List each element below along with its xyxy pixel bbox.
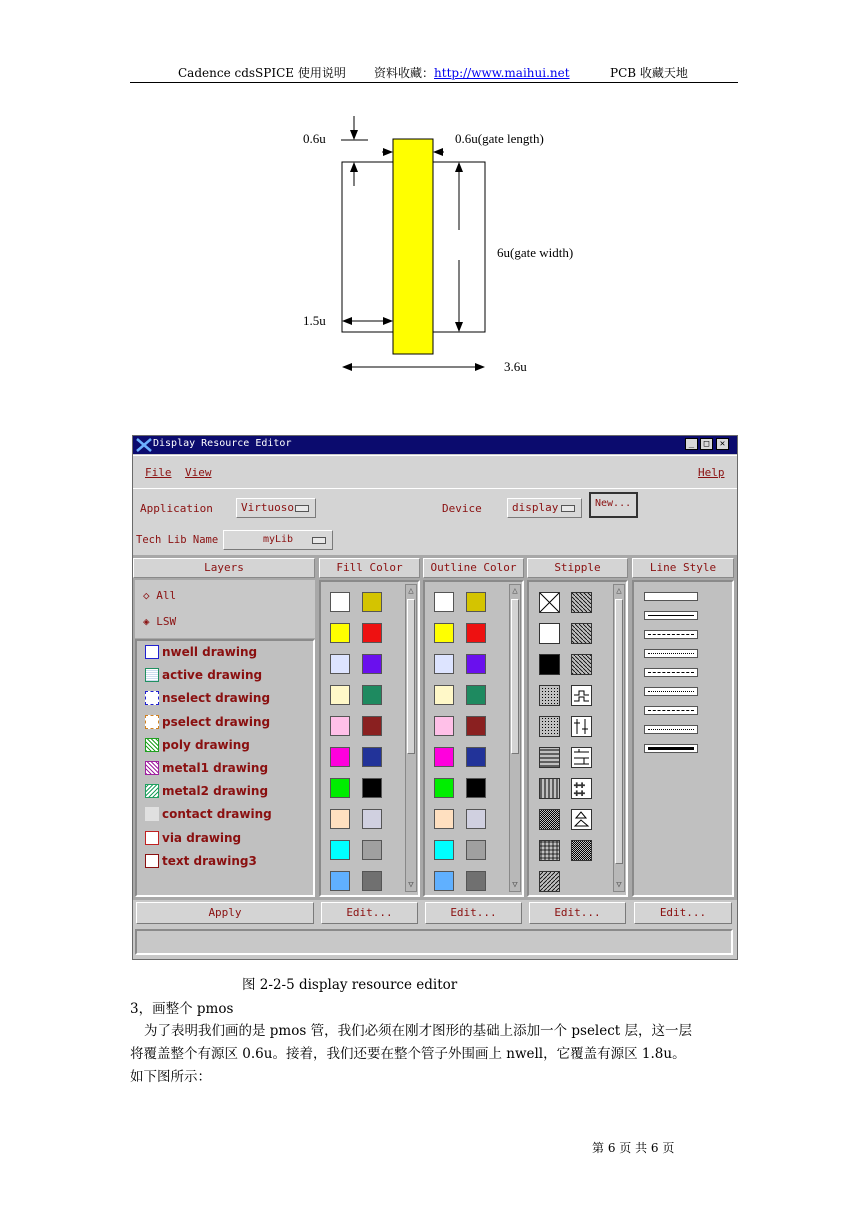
layer-label: nselect drawing <box>162 691 271 706</box>
layer-swatch-icon <box>145 761 159 775</box>
color-swatch[interactable] <box>466 654 486 674</box>
color-swatch[interactable] <box>330 871 350 891</box>
layer-label: metal2 drawing <box>162 784 269 799</box>
stipple-scrollbar[interactable] <box>613 584 625 892</box>
label-gate-width: 6u(gate width) <box>497 245 574 260</box>
header-left: Cadence cdsSPICE 使用说明 <box>178 66 346 80</box>
layer-swatch-icon <box>145 784 159 798</box>
column-layers: Layers <box>133 558 315 578</box>
label-gate-length: 0.6u(gate length) <box>455 131 544 146</box>
layer-item[interactable] <box>145 831 241 849</box>
svg-text:++: ++ <box>574 781 585 791</box>
color-swatch[interactable] <box>362 592 382 612</box>
layer-list <box>135 639 315 897</box>
layer-item[interactable] <box>145 761 268 779</box>
line-style-1[interactable] <box>644 592 698 601</box>
gate-dimension-diagram <box>0 110 868 390</box>
scroll-up-icon[interactable]: △ <box>616 586 622 596</box>
color-swatch[interactable] <box>362 778 382 798</box>
gate-rect <box>393 139 433 354</box>
color-swatch[interactable] <box>330 685 350 705</box>
color-swatch[interactable] <box>434 747 454 767</box>
color-swatch[interactable] <box>330 778 350 798</box>
color-swatch[interactable] <box>362 623 382 643</box>
column-fill-color: Fill Color <box>319 558 420 578</box>
settings-panel <box>133 488 737 556</box>
color-swatch[interactable] <box>434 654 454 674</box>
page-header <box>130 62 738 83</box>
application-select[interactable] <box>236 498 316 518</box>
color-swatch[interactable] <box>330 654 350 674</box>
line-style-5[interactable] <box>644 668 698 677</box>
layer-item[interactable] <box>145 807 272 825</box>
radio-all-icon: ◇ <box>143 589 150 602</box>
label-total: 3.6u <box>504 359 527 374</box>
scroll-thumb[interactable] <box>407 599 415 754</box>
outline-edit-button[interactable]: Edit... <box>425 902 522 924</box>
color-swatch[interactable] <box>362 871 382 891</box>
close-icon[interactable]: ✕ <box>716 438 729 450</box>
layer-label: pselect drawing <box>162 714 271 729</box>
column-stipple: Stipple <box>527 558 628 578</box>
color-swatch[interactable] <box>434 778 454 798</box>
outline-scrollbar[interactable] <box>509 584 521 892</box>
layer-item[interactable] <box>145 738 250 756</box>
techlib-select[interactable] <box>223 530 333 550</box>
device-label: Device <box>442 502 482 515</box>
layer-label: active drawing <box>162 668 263 683</box>
line-style-3[interactable] <box>644 630 698 639</box>
color-swatch[interactable] <box>330 747 350 767</box>
column-line-style: Line Style <box>632 558 734 578</box>
stipple-panel <box>527 580 628 897</box>
line-style-2[interactable] <box>644 611 698 620</box>
header-right: PCB 收藏天地 <box>610 66 688 80</box>
menu-bar <box>133 455 737 489</box>
color-swatch[interactable] <box>362 840 382 860</box>
radio-lsw[interactable] <box>143 615 176 628</box>
layer-swatch-icon <box>145 668 159 682</box>
techlib-label: Tech Lib Name <box>136 534 219 546</box>
fill-color-panel <box>319 580 420 897</box>
scroll-up-icon[interactable]: △ <box>512 586 518 596</box>
layer-label: metal1 drawing <box>162 761 269 775</box>
scroll-thumb[interactable] <box>615 599 623 864</box>
line-style-6[interactable] <box>644 687 698 696</box>
status-field <box>135 929 733 955</box>
column-outline-color: Outline Color <box>423 558 524 578</box>
header-mid-label: 资料收藏： <box>374 66 435 80</box>
apply-button[interactable]: Apply <box>136 902 314 924</box>
layer-label: contact drawing <box>162 807 272 822</box>
line-style-4[interactable] <box>644 649 698 658</box>
color-swatch[interactable] <box>466 685 486 705</box>
layer-swatch-icon <box>145 645 159 659</box>
title-bar <box>133 436 737 454</box>
layer-item[interactable] <box>145 854 257 872</box>
layer-swatch-icon <box>145 854 159 868</box>
layer-swatch-icon <box>145 715 159 729</box>
scroll-down-icon[interactable]: ▽ <box>408 880 414 890</box>
color-swatch[interactable] <box>466 840 486 860</box>
line-style-9[interactable] <box>644 744 698 753</box>
application-value: Virtuoso <box>241 501 294 514</box>
color-swatch[interactable] <box>330 840 350 860</box>
radio-lsw-icon: ◈ <box>143 615 150 628</box>
line-style-7[interactable] <box>644 706 698 715</box>
techlib-value: myLib <box>262 534 294 545</box>
color-swatch[interactable] <box>434 840 454 860</box>
paragraph-line-2: 将覆盖整个有源区 0.6u。接着，我们还要在整个管子外围画上 nwell，它覆盖有源区 1.8u。 <box>130 1046 686 1062</box>
application-label: Application <box>140 502 213 515</box>
layer-item[interactable] <box>145 691 270 709</box>
x-logo-icon <box>136 438 152 452</box>
color-swatch[interactable] <box>362 685 382 705</box>
paragraph-line-3: 如下图所示： <box>130 1069 211 1085</box>
color-swatch[interactable] <box>466 623 486 643</box>
radio-lsw-label: LSW <box>156 615 177 628</box>
layer-label: nwell drawing <box>162 645 258 659</box>
line-style-panel <box>632 580 734 897</box>
color-swatch[interactable] <box>362 716 382 736</box>
color-swatch[interactable] <box>466 809 486 829</box>
layer-swatch-icon <box>145 738 159 752</box>
window-title: Display Resource Editor <box>153 438 292 449</box>
display-resource-editor-window <box>132 435 738 960</box>
linestyle-edit-button[interactable]: Edit... <box>634 902 732 924</box>
stipple-edit-button[interactable]: Edit... <box>529 902 626 924</box>
header-mid <box>374 64 570 81</box>
layer-item[interactable] <box>145 715 270 733</box>
layer-item[interactable] <box>145 784 268 802</box>
color-swatch[interactable] <box>466 592 486 612</box>
layer-label: text drawing3 <box>162 853 257 868</box>
section-title: 3，画整个 pmos <box>130 1001 234 1017</box>
color-swatch[interactable] <box>330 809 350 829</box>
figure-caption: 图 2-2-5 display resource editor <box>242 977 458 993</box>
paragraph-line-1: 为了表明我们画的是 pmos 管，我们必须在刚才图形的基础上添加一个 pselect 层，这一层 <box>144 1023 693 1039</box>
stipple-patterns <box>539 592 619 897</box>
color-swatch[interactable] <box>434 685 454 705</box>
device-value: display <box>512 501 559 514</box>
radio-all-label: All <box>156 589 177 602</box>
fill-edit-button[interactable]: Edit... <box>321 902 418 924</box>
minimize-icon[interactable]: _ <box>685 438 698 450</box>
menu-view[interactable]: View <box>185 466 212 479</box>
color-swatch[interactable] <box>434 716 454 736</box>
menu-help[interactable]: Help <box>698 466 725 479</box>
outline-color-panel <box>423 580 524 897</box>
layer-filter-panel <box>135 580 315 638</box>
color-swatch[interactable] <box>434 871 454 891</box>
color-swatch[interactable] <box>362 747 382 767</box>
color-swatch[interactable] <box>362 809 382 829</box>
layer-swatch-icon <box>145 691 159 705</box>
color-swatch[interactable] <box>362 654 382 674</box>
color-swatch[interactable] <box>466 778 486 798</box>
scroll-down-icon[interactable]: ▽ <box>512 880 518 890</box>
layer-swatch-icon <box>145 807 159 821</box>
header-link[interactable]: http://www.maihui.net <box>434 66 570 80</box>
scroll-up-icon[interactable]: △ <box>408 586 414 596</box>
new-button[interactable]: New... <box>589 492 638 518</box>
page-footer: 第 6 页 共 6 页 <box>592 1141 675 1155</box>
label-top-offset: 0.6u <box>303 131 326 146</box>
layer-item[interactable] <box>145 668 262 686</box>
fill-scrollbar[interactable] <box>405 584 417 892</box>
menu-file[interactable]: File <box>145 466 172 479</box>
color-swatch[interactable] <box>466 716 486 736</box>
color-swatch[interactable] <box>434 592 454 612</box>
color-swatch[interactable] <box>330 623 350 643</box>
color-swatch[interactable] <box>330 716 350 736</box>
color-swatch[interactable] <box>330 592 350 612</box>
svg-text:++: ++ <box>574 789 585 799</box>
device-select[interactable] <box>507 498 582 518</box>
line-style-8[interactable] <box>644 725 698 734</box>
layer-swatch-icon <box>145 831 159 845</box>
layer-item[interactable] <box>145 645 257 663</box>
color-swatch[interactable] <box>434 809 454 829</box>
color-swatch[interactable] <box>466 747 486 767</box>
scroll-down-icon[interactable]: ▽ <box>616 880 622 890</box>
scroll-thumb[interactable] <box>511 599 519 754</box>
color-swatch[interactable] <box>466 871 486 891</box>
maximize-icon[interactable]: □ <box>700 438 713 450</box>
layer-label: poly drawing <box>162 737 250 752</box>
color-swatch[interactable] <box>434 623 454 643</box>
layer-label: via drawing <box>162 830 242 845</box>
radio-all[interactable] <box>143 589 176 602</box>
label-side: 1.5u <box>303 313 326 328</box>
diagram-svg <box>0 110 868 390</box>
